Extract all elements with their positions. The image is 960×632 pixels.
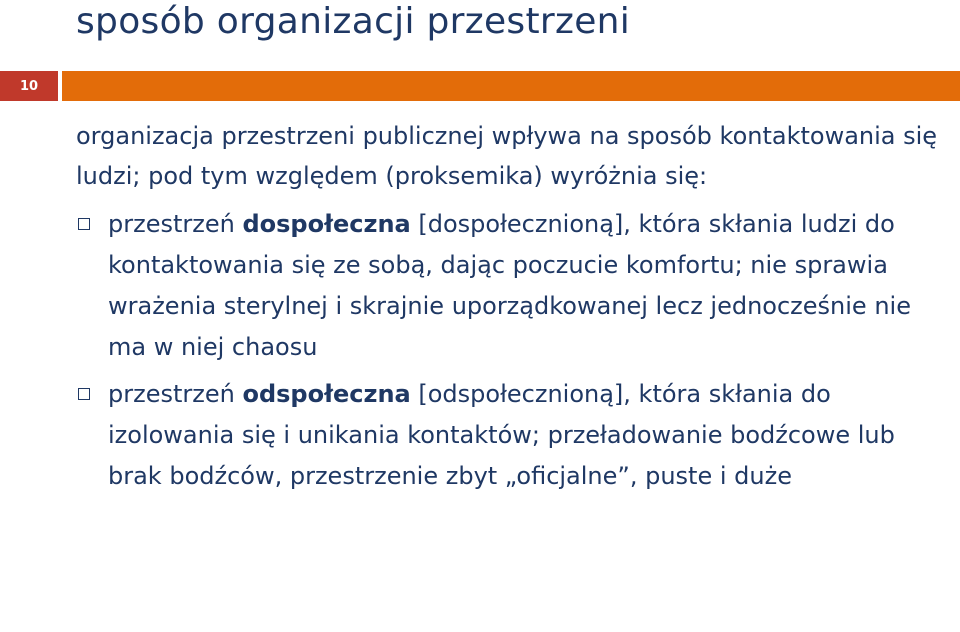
bullet-item-odspoleczna [76, 374, 944, 497]
slide-number: 10 [0, 71, 58, 101]
bullet-prefix: przestrzeń [108, 210, 243, 238]
square-bullet-icon [78, 388, 90, 400]
bullet-description: [dospołecznioną], która skłania ludzi do kontaktowania się ze sobą, dając poczucie komfortu; nie sprawia wrażenia sterylnej i skrajnie uporządkowanej lecz jednocześnie nie ma w niej chaosu [108, 210, 911, 361]
bullet-term: odspołeczna [242, 380, 411, 408]
bullet-prefix: przestrzeń [108, 380, 243, 408]
bullet-term: dospołeczna [242, 210, 411, 238]
slide-title: sposób organizacji przestrzeni [76, 1, 631, 42]
square-bullet-icon [78, 218, 90, 230]
bullet-item-dospoleczna [76, 204, 944, 368]
bullet-description: [odspołecznioną], która skłania do izolowania się i unikania kontaktów; przeładowanie bodźcowe lub brak bodźców, przestrzenie zbyt „oficjalne”, puste i duże [108, 380, 895, 490]
title-divider-bar [62, 71, 960, 101]
slide-body [76, 116, 944, 503]
intro-text: organizacja przestrzeni publicznej wpływa na sposób kontaktowania się ludzi; pod tym względem (proksemika) wyróżnia się: [76, 122, 938, 190]
